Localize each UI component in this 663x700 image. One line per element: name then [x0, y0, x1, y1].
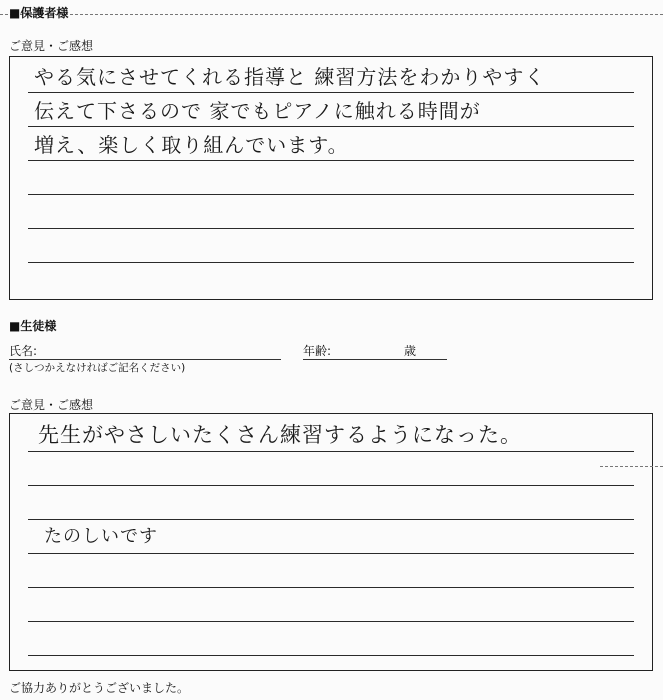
ruled-line — [28, 194, 634, 195]
thanks-message: ご協力ありがとうございました。 — [9, 681, 190, 695]
student-heading: ■生徒様 — [9, 319, 57, 333]
age-label: 年齢: — [303, 344, 332, 358]
student-comment-line-1: 先生がやさしいたくさん練習するようになった。 — [38, 423, 522, 447]
guardian-comment-line-2: 伝えて下さるので 家でもピアノに触れる時間が — [34, 99, 481, 123]
ruled-line — [28, 228, 634, 229]
student-comment-line-2: たのしいです — [44, 526, 158, 547]
guardian-comment-label: ご意見・ご感想 — [9, 39, 94, 53]
age-field-underline — [303, 359, 447, 360]
ruled-line — [28, 92, 634, 93]
ruled-line — [28, 587, 634, 588]
ruled-line — [28, 655, 634, 656]
name-note: (さしつかえなければご記名ください) — [9, 362, 186, 374]
ruled-line — [28, 553, 634, 554]
name-field-underline — [9, 359, 281, 360]
ruled-line — [28, 262, 634, 263]
scan-dash-top — [0, 14, 663, 15]
ruled-line — [28, 160, 634, 161]
student-comment-label: ご意見・ご感想 — [9, 398, 94, 412]
ruled-line — [28, 519, 634, 520]
ruled-line — [28, 485, 634, 486]
guardian-heading: ■保護者様 — [9, 6, 69, 20]
scan-dash-right — [600, 466, 663, 467]
ruled-line — [28, 451, 634, 452]
ruled-line — [28, 621, 634, 622]
guardian-comment-line-1: やる気にさせてくれる指導と 練習方法をわかりやすく — [34, 65, 546, 89]
guardian-comment-line-3: 増え、楽しく取り組んでいます。 — [34, 133, 349, 157]
name-label: 氏名: — [9, 344, 38, 358]
ruled-line — [28, 126, 634, 127]
age-unit: 歳 — [404, 344, 417, 358]
